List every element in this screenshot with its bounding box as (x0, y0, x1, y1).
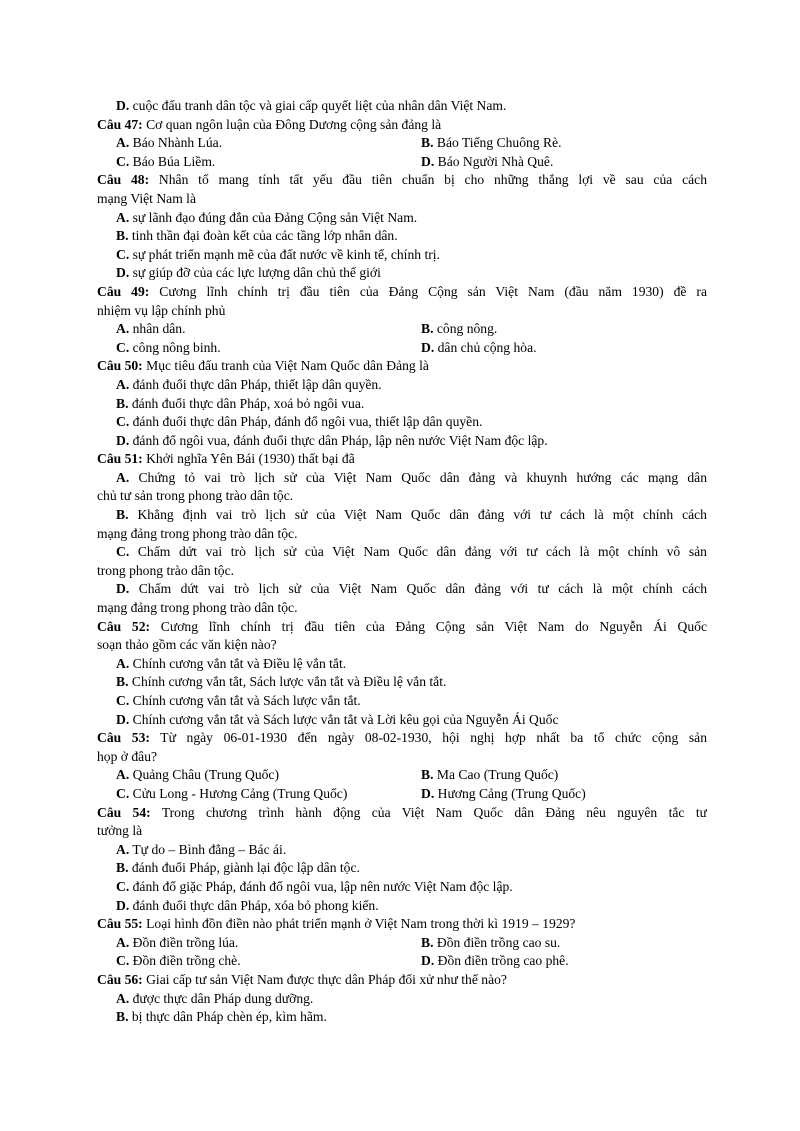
option-key: B. (116, 395, 129, 411)
question-number: Câu 55: (97, 916, 143, 932)
line-text: trong phong trào dân tộc. (97, 562, 235, 578)
answer-option (97, 469, 707, 488)
question-text: Trong chương trình hành động của Việt Nam Quốc dân Đảng nêu nguyên tắc tư (161, 804, 707, 820)
answer-option-pair (97, 934, 707, 953)
question-number: Câu 49: (97, 283, 150, 299)
option-key: C. (116, 246, 130, 262)
option-text: bị thực dân Pháp chèn ép, kìm hãm. (131, 1009, 327, 1025)
option-key: B. (421, 767, 434, 783)
answer-option (97, 153, 421, 172)
continuation-line (97, 748, 707, 767)
continuation-line (97, 562, 707, 581)
question-number: Câu 52: (97, 618, 151, 634)
option-text: Chính cương vắn tắt và Điều lệ vắn tắt. (132, 655, 347, 671)
answer-option (421, 339, 707, 358)
option-text: Báo Tiếng Chuông Rè. (436, 135, 562, 151)
option-key: B. (116, 674, 129, 690)
option-text: sự lãnh đạo đúng đắn của Đảng Cộng sản Việt Nam. (132, 209, 418, 225)
option-key: D. (116, 711, 130, 727)
question-text: Cương lĩnh chính trị đầu tiên của Đảng Cộng sản Việt Nam do Nguyễn Ái Quốc (160, 618, 707, 634)
option-key: D. (116, 897, 130, 913)
question-stem (97, 171, 707, 190)
option-key: C. (116, 693, 130, 708)
option-key: A. (116, 376, 130, 392)
option-text: Ma Cao (Trung Quốc) (436, 767, 559, 783)
option-key: B. (116, 228, 129, 244)
line-text: mạng Việt Nam là (97, 190, 196, 206)
option-text: Báo Nhành Lúa. (132, 135, 223, 151)
option-text: dân chủ cộng hòa. (437, 339, 537, 355)
answer-option (97, 413, 707, 432)
answer-option (97, 395, 707, 414)
option-key: A. (116, 990, 130, 1006)
answer-option (97, 543, 707, 562)
option-key: D. (116, 581, 130, 597)
question-text: Khởi nghĩa Yên Bái (1930) thất bại đã (146, 451, 355, 467)
answer-option (97, 934, 421, 953)
question-text: Giai cấp tư sản Việt Nam được thực dân Pháp đối xử như thế nào? (146, 971, 507, 987)
continuation-line (97, 302, 707, 321)
option-text: Cửu Long - Hương Cảng (Trung Quốc) (132, 785, 348, 801)
option-text: Chấm dứt vai trò lịch sử của Việt Nam Quốc dân đảng với tư cách là một chính cách (138, 581, 707, 597)
option-key: B. (116, 860, 129, 876)
answer-option (97, 339, 421, 358)
answer-option-pair (97, 952, 707, 971)
option-key: C. (116, 785, 130, 801)
answer-option (97, 878, 707, 897)
option-key: D. (421, 153, 435, 169)
question-stem (97, 915, 707, 934)
option-text: đánh đuổi thực dân Pháp, đánh đổ ngôi vua, thiết lập dân quyền. (132, 414, 483, 430)
answer-option (421, 320, 707, 339)
option-key: A. (116, 135, 130, 151)
option-text: cuộc đấu tranh dân tộc và giai cấp quyết liệt của nhân dân Việt Nam. (132, 98, 507, 113)
answer-option (421, 785, 707, 804)
answer-option (421, 153, 707, 172)
answer-option (97, 711, 707, 730)
line-text: mạng đảng trong phong trào dân tộc. (97, 525, 298, 541)
answer-option (97, 673, 707, 692)
option-text: Chính cương vắn tắt và Sách lược vắn tắt và Lời kêu gọi của Nguyễn Ái Quốc (132, 711, 559, 727)
option-text: Chính cương vắn tắt, Sách lược vắn tắt và Điều lệ vắn tắt. (131, 674, 447, 690)
question-text: Mục tiêu đấu tranh của Việt Nam Quốc dân Đảng là (146, 358, 429, 374)
answer-option (97, 655, 707, 674)
answer-option (97, 692, 707, 711)
option-key: C. (116, 339, 130, 355)
option-text: sự phát triển mạnh mẽ của đất nước về kinh tế, chính trị. (132, 246, 440, 262)
option-text: Báo Búa Liềm. (132, 153, 216, 169)
question-number: Câu 56: (97, 971, 143, 987)
option-text: Báo Người Nhà Quê. (437, 153, 554, 169)
option-text: Chấm dứt vai trò lịch sử của Việt Nam Quốc dân đảng với tư cách là một chính vô sản (137, 544, 707, 560)
option-text: được thực dân Pháp dung dưỡng. (132, 990, 314, 1006)
option-key: B. (421, 321, 434, 337)
option-key: D. (116, 98, 130, 113)
line-text: tưởng là (97, 823, 143, 839)
option-key: C. (116, 878, 130, 894)
option-key: A. (116, 934, 130, 950)
question-text: Cơ quan ngôn luận của Đông Dương cộng sản đảng là (146, 116, 442, 132)
answer-option (97, 897, 707, 916)
option-key: C. (116, 153, 130, 169)
answer-option (97, 227, 707, 246)
option-key: A. (116, 469, 130, 485)
option-text: sự giúp đỡ của các lực lượng dân chủ thế giới (132, 265, 381, 281)
option-key: C. (116, 414, 130, 430)
question-stem (97, 729, 707, 748)
option-key: C. (116, 544, 130, 560)
option-key: B. (421, 934, 434, 950)
option-text: công nông. (436, 321, 498, 337)
answer-option (97, 841, 707, 860)
answer-option (97, 952, 421, 971)
answer-option-pair (97, 766, 707, 785)
question-stem (97, 971, 707, 990)
option-text: Chính cương vắn tắt và Sách lược vắn tắt. (132, 693, 361, 708)
line-text: chủ tư sản trong phong trào dân tộc. (97, 488, 294, 504)
option-key: A. (116, 209, 130, 225)
line-text: nhiệm vụ lập chính phủ (97, 302, 226, 318)
option-key: D. (421, 785, 435, 801)
option-text: Hương Cảng (Trung Quốc) (437, 785, 586, 801)
answer-option (97, 859, 707, 878)
option-text: Chứng tỏ vai trò lịch sử của Việt Nam Quốc dân đảng và khuynh hướng các mạng dân (138, 469, 707, 485)
option-text: đánh đuổi thực dân Pháp, thiết lập dân quyền. (132, 376, 382, 392)
continuation-line (97, 636, 707, 655)
answer-option (97, 97, 707, 116)
answer-option (97, 376, 707, 395)
option-key: D. (421, 339, 435, 355)
continuation-line (97, 599, 707, 618)
option-text: Quảng Châu (Trung Quốc) (132, 767, 279, 783)
option-text: công nông binh. (132, 339, 221, 355)
option-key: A. (116, 841, 130, 857)
answer-option (97, 580, 707, 599)
option-key: A. (116, 321, 130, 337)
question-text: Nhân tố mang tính tất yếu đầu tiên chuẩn bị cho những thắng lợi về sau của cách (158, 172, 707, 188)
answer-option (97, 1008, 707, 1027)
continuation-line (97, 822, 707, 841)
line-text: soạn thảo gồm các văn kiện nào? (97, 637, 277, 653)
option-key: D. (421, 953, 435, 969)
option-text: Đồn điền trồng lúa. (132, 934, 239, 950)
option-key: B. (116, 1009, 129, 1025)
option-key: C. (116, 953, 130, 969)
answer-option (97, 246, 707, 265)
answer-option (97, 785, 421, 804)
line-text: mạng đảng trong phong trào dân tộc. (97, 600, 298, 616)
question-stem (97, 357, 707, 376)
answer-option (421, 934, 707, 953)
option-key: D. (116, 432, 130, 448)
option-text: đánh đổ ngôi vua, đánh đuổi thực dân Pháp, lập nên nước Việt Nam độc lập. (132, 432, 548, 448)
answer-option (97, 264, 707, 283)
question-text: Loại hình đồn điền nào phát triển mạnh ở Việt Nam trong thời kì 1919 – 1929? (146, 916, 576, 932)
option-text: Khẳng định vai trò lịch sử của Việt Nam Quốc dân đảng với tư cách là một chính cách (137, 507, 707, 523)
answer-option (97, 766, 421, 785)
answer-option (97, 506, 707, 525)
question-stem (97, 283, 707, 302)
option-text: nhân dân. (132, 321, 186, 337)
continuation-line (97, 487, 707, 506)
answer-option (421, 766, 707, 785)
option-text: đánh đuổi thực dân Pháp, xóa bỏ phong kiến. (132, 897, 379, 913)
option-key: A. (116, 655, 130, 671)
answer-option (421, 952, 707, 971)
question-number: Câu 50: (97, 358, 143, 374)
option-key: B. (116, 507, 129, 523)
option-text: Đồn điền trồng chè. (132, 953, 241, 969)
option-text: Đồn điền trồng cao phê. (437, 953, 569, 969)
answer-option (97, 134, 421, 153)
answer-option (421, 134, 707, 153)
answer-option-pair (97, 320, 707, 339)
question-stem (97, 804, 707, 823)
question-stem (97, 618, 707, 637)
exam-page (97, 97, 707, 1027)
option-text: đánh đổ giặc Pháp, đánh đổ ngôi vua, lập nên nước Việt Nam độc lập. (132, 878, 513, 894)
answer-option (97, 990, 707, 1009)
answer-option-pair (97, 134, 707, 153)
answer-option-pair (97, 785, 707, 804)
continuation-line (97, 525, 707, 544)
answer-option-pair (97, 339, 707, 358)
question-number: Câu 51: (97, 451, 143, 467)
answer-option (97, 209, 707, 228)
option-text: Tự do – Bình đẳng – Bác ái. (132, 841, 287, 857)
option-text: tinh thần đại đoàn kết của các tầng lớp nhân dân. (131, 228, 398, 244)
answer-option-pair (97, 153, 707, 172)
option-key: B. (421, 135, 434, 151)
question-number: Câu 47: (97, 116, 143, 132)
question-number: Câu 53: (97, 730, 150, 746)
continuation-line (97, 190, 707, 209)
option-key: A. (116, 767, 130, 783)
question-number: Câu 48: (97, 172, 150, 188)
question-text: Từ ngày 06-01-1930 đến ngày 08-02-1930, hội nghị hợp nhất ba tổ chức cộng sản (160, 730, 707, 746)
answer-option (97, 320, 421, 339)
question-stem (97, 450, 707, 469)
option-key: D. (116, 265, 130, 281)
answer-option (97, 432, 707, 451)
option-text: đánh đuổi thực dân Pháp, xoá bỏ ngôi vua. (131, 395, 365, 411)
question-text: Cương lĩnh chính trị đầu tiên của Đảng Cộng sản Việt Nam (đầu năm 1930) đề ra (159, 283, 707, 299)
option-text: Đồn điền trồng cao su. (436, 934, 561, 950)
question-stem (97, 116, 707, 135)
question-number: Câu 54: (97, 804, 151, 820)
line-text: họp ở đâu? (97, 748, 158, 764)
option-text: đánh đuổi Pháp, giành lại độc lập dân tộc. (131, 860, 360, 876)
